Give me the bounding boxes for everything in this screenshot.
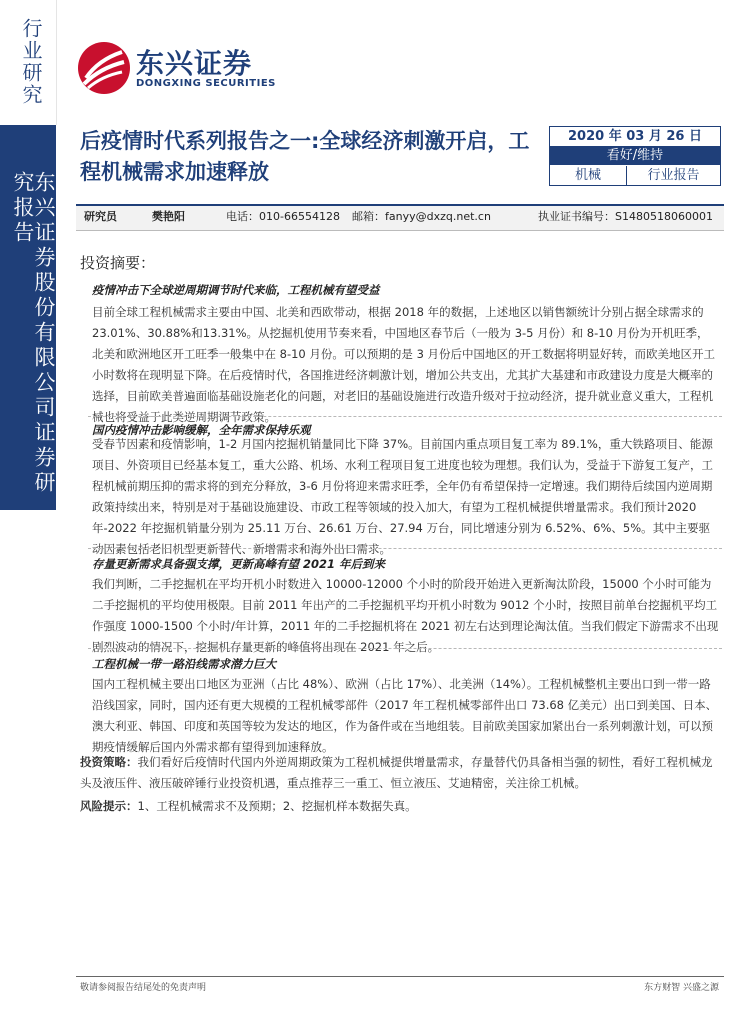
analyst-license: 执业证书编号：S1480518060001 [538,210,713,223]
report-title: 后疫情时代系列报告之一:全球经济刺激开启，工程机械需求加速释放 [80,129,530,184]
sidebar-band [0,125,56,510]
category-row [550,166,720,185]
analyst-name: 樊艳阳 [152,210,185,223]
section-divider [88,648,722,649]
company-logo [76,36,336,106]
industry-label: 机械 [550,166,627,185]
strategy-text: 我们看好后疫情时代国内外逆周期政策为工程机械提供增量需求，存量替代仍具备相当强的韧性，看好工程机械龙头及液压件、液压破碎锤行业投资机遇，重点推荐三一重工、恒立液压、艾迪精密，关注徐工机械。 [80,755,713,790]
report-category-label: 行业研究 [19,18,43,106]
strategy-label: 投资策略： [80,755,138,769]
analyst-email: 邮箱：fanyy@dxzq.net.cn [352,210,491,223]
section-body: 国内工程机械主要出口地区为亚洲（占比 48%）、欧洲（占比 17%）、北美洲（14%）。工程机械整机主要出口到一带一路沿线国家，同时，国内还有更大规模的工程机械零部件（2017 年工程机械零部件出口 73.68 亿美元）出口到美国、日本、澳大利亚、韩国、印度和英国等较为发达的地区，作为备件或在当地组装。目前欧美国家加紧出台一系列刺激计划，可以预期疫情缓解后国内外需求都有望得到加速释放。 [92,677,718,754]
section-body: 目前全球工程机械需求主要由中国、北美和西欧带动，根据 2018 年的数据，上述地区以销售额统计分别占据全球需求的23.01%、30.88%和13.31%。从挖掘机使用节奏来看，中国地区春节后（一般为 3-5 月份）和 8-10 月份为开机旺季，北美和欧洲地区开工旺季一般集中在 8-10 月份。可以预期的是 3 月份后中国地区的开工数据将明显好转，而欧美地区开工小时数将在现明显下降。在后疫情时代，各国推进经济刺激计划，增加公共支出，尤其扩大基建和市政建设力度是大概率的选择，目前欧美普遍面临基础设施老化的问题，对老旧的基础设施进行改造升级对于拉动经济，提升就业意义重大，工程机械也将受益于此类逆周期调节政策。 [92,305,716,424]
logo-subtitle: DONGXING SECURITIES [136,78,276,89]
risk-warning [80,796,720,817]
rating-badge: 看好/维持 [550,146,720,165]
logo-name: 东兴证券 [136,47,253,80]
risk-label: 风险提示： [80,799,138,813]
section-body: 我们判断，二手挖掘机在平均开机小时数进入 10000-12000 个小时的阶段开始进入更新淘汰阶段，15000 个小时可能为二手挖掘机的平均使用极限。目前 2011 年出产的二手挖掘机平均开机小时数为 9012 个小时，按照目前单台挖掘机平均工作强度 1000-1500 个小时/年计算，2011 年的二手挖掘机将在 2021 初左右达到理论淘汰值。当我们假定下游需求不出现剧烈波动的情况下，挖掘机存量更新的峰值将出现在 2021 年之后。 [92,577,719,654]
section-divider [88,548,722,549]
section-body: 受春节因素和疫情影响，1-2 月国内挖掘机销量同比下降 37%。目前国内重点项目复工率为 89.1%，重大铁路项目、能源项目、外资项目已经基本复工，重大公路、机场、水利工程项目复工进度也较为理想。我们认为，受益于下游复工复产，工程机械前期压抑的需求将的到充分释放，3-6 月份将迎来需求旺季，全年仍有希望保持一定增速。我们期待后续国内逆周期政策持续出来，特别是对于基础设施建设、市政工程等领域的投入加大，有望为工程机械提供增量需求。我们预计2020 年-2022 年挖掘机销量分别为 25.11 万台、26.61 万台、27.94 万台，同比增速分别为 6.52%、6%、5%。其中主要驱动因素包括老旧机型更新替代、新增需求和海外出口需求。 [92,437,713,556]
section-divider [88,416,722,417]
summary-heading: 投资摘要： [80,254,156,272]
section-title: 存量更新需求具备强支撑，更新高峰有望 2021 年后到来 [92,557,386,571]
section-title: 国内疫情冲击影响缓解，全年需求保持乐观 [92,423,311,437]
sidebar-top [0,0,57,125]
risk-text: 1、工程机械需求不及预期；2、挖掘机样本数据失真。 [137,799,417,813]
section-title: 疫情冲击下全球逆周期调节时代来临，工程机械有望受益 [92,283,380,297]
report-type-label: 行业报告 [647,168,700,183]
report-info-box [549,126,721,186]
analyst-phone: 电话：010-66554128 [226,210,340,223]
analyst-bar [76,204,724,231]
logo-mark-icon [76,38,132,98]
analyst-role: 研究员 [84,210,117,223]
report-date: 2020 年 03 月 26 日 [568,129,702,144]
investment-strategy [80,752,720,794]
footer-slogan: 东方财智 兴盛之源 [644,983,719,993]
company-band-label: 东兴证券股份有限公司证券研究报告 [11,171,56,496]
footer-disclaimer: 敬请参阅报告结尾处的免责声明 [80,983,207,993]
section-title: 工程机械一带一路沿线需求潜力巨大 [92,657,276,671]
footer-divider [76,976,724,977]
